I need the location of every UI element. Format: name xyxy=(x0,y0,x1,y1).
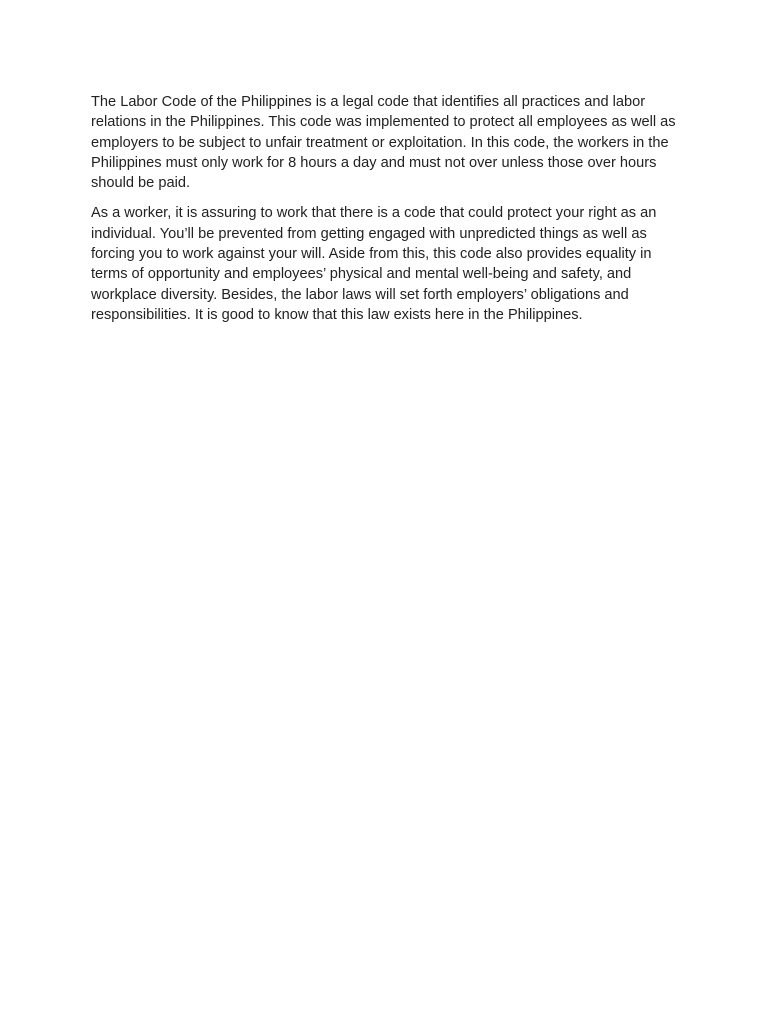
paragraph-labor-code-intro: The Labor Code of the Philippines is a legal code that identifies all practices and labor relations in the Philippines. This code was implemented to protect all employees as well as employers to be subject to unfair treatment or exploitation. In this code, the workers in the Philippines must only work for 8 hours a day and must not over unless those over hours should be paid. xyxy=(91,94,676,192)
paragraph-worker-perspective: As a worker, it is assuring to work that there is a code that could protect your right as an individual. You’ll be prevented from getting engaged with unpredicted things as well as forcing you to work against your will. Aside from this, this code also provides equality in terms of opportunity and employees’ physical and mental well-being and safety, and workplace diversity. Besides, the labor laws will set forth employers’ obligations and responsibilities. It is good to know that this law exists here in the Philippines. xyxy=(91,205,657,323)
document-body xyxy=(91,92,691,335)
